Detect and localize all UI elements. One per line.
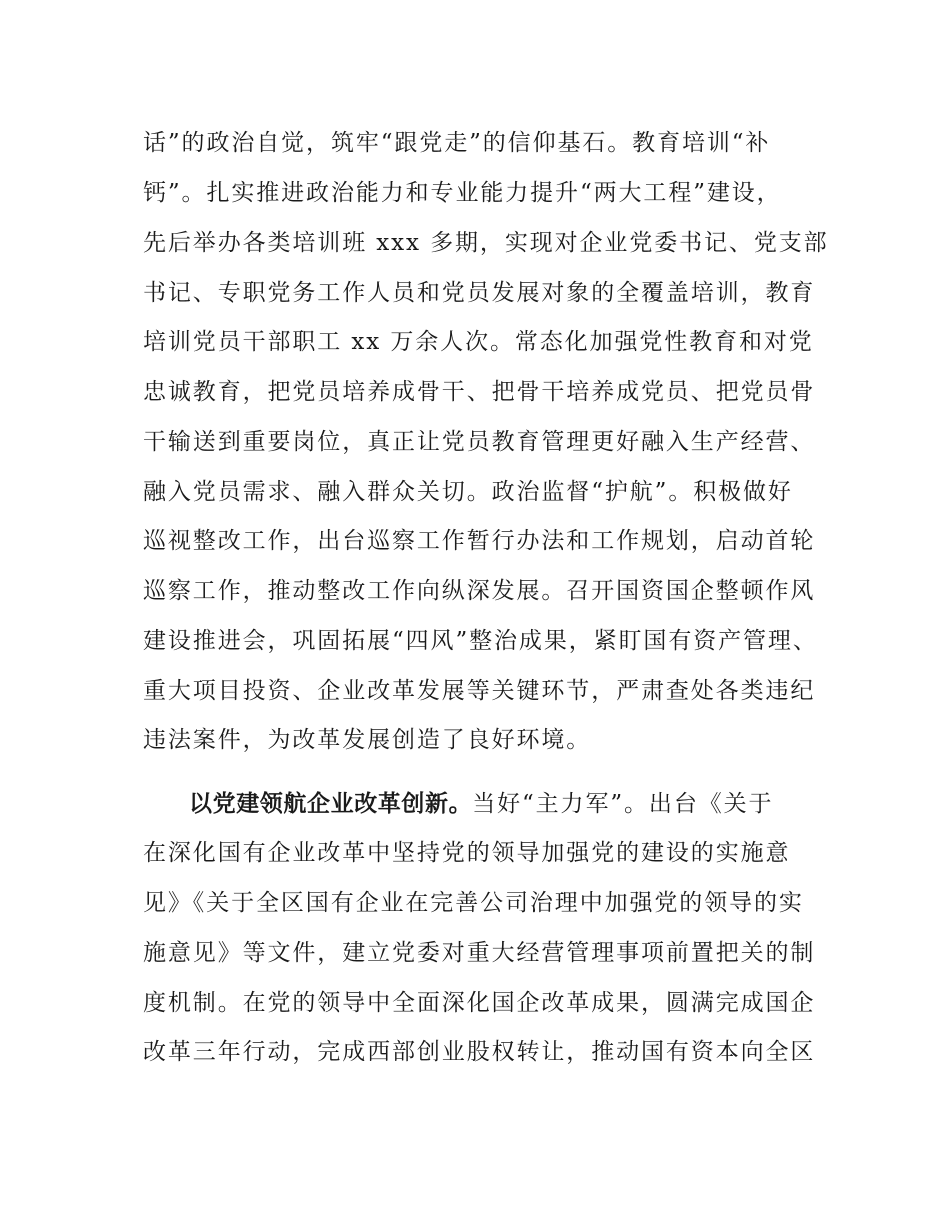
text-line: 重大项目投资、企业改革发展等关键环节，严肃查处各类违纪 [143,678,816,704]
text-line: 话”的政治自觉，筑牢“跟党走”的信仰基石。教育培训“补 [143,130,771,156]
text-line: 巡察工作，推动整改工作向纵深发展。召开国资国企整顿作风 [143,578,816,604]
text-line: 巡视整改工作，出台巡察工作暂行办法和工作规划，启动首轮 [143,528,816,554]
text-line: 施意见》等文件，建立党委对重大经营管理事项前置把关的制 [143,940,816,966]
text-line-rest: 当好“主力军”。出台《关于 [472,791,774,817]
text-line-first [189,784,773,824]
text-line: 在深化国有企业改革中坚持党的领导加强党的建设的实施意 [143,840,791,866]
text-line: 先后举办各类培训班 xxx 多期，实现对企业党委书记、党支部 [143,230,829,256]
text-line: 违法案件，为改革发展创造了良好环境。 [143,727,592,753]
text-line: 培训党员干部职工 xx 万余人次。常态化加强党性教育和对党 [143,329,814,355]
text-line: 度机制。在党的领导中全面深化国企改革成果，圆满完成国企 [143,990,816,1016]
text-line: 见》《关于全区国有企业在完善公司治理中加强党的领导的实 [143,890,804,916]
text-line: 建设推进会，巩固拓展“四风”整治成果，紧盯国有资产管理、 [143,628,818,654]
text-line: 书记、专职党务工作人员和党员发展对象的全覆盖培训，教育 [143,280,816,306]
text-line: 干输送到重要岗位，真正让党员教育管理更好融入生产经营、 [143,429,816,455]
text-line: 钙”。扎实推进政治能力和专业能力提升“两大工程”建设， [143,180,782,206]
text-line: 忠诚教育，把党员培养成骨干、把骨干培养成党员、把党员骨 [143,379,816,405]
text-line: 融入党员需求、融入群众关切。政治监督“护航”。积极做好 [143,479,793,505]
section-heading: 以党建领航企业改革创新。 [189,791,473,817]
text-line: 改革三年行动，完成西部创业股权转让，推动国有资本向全区 [143,1039,816,1065]
